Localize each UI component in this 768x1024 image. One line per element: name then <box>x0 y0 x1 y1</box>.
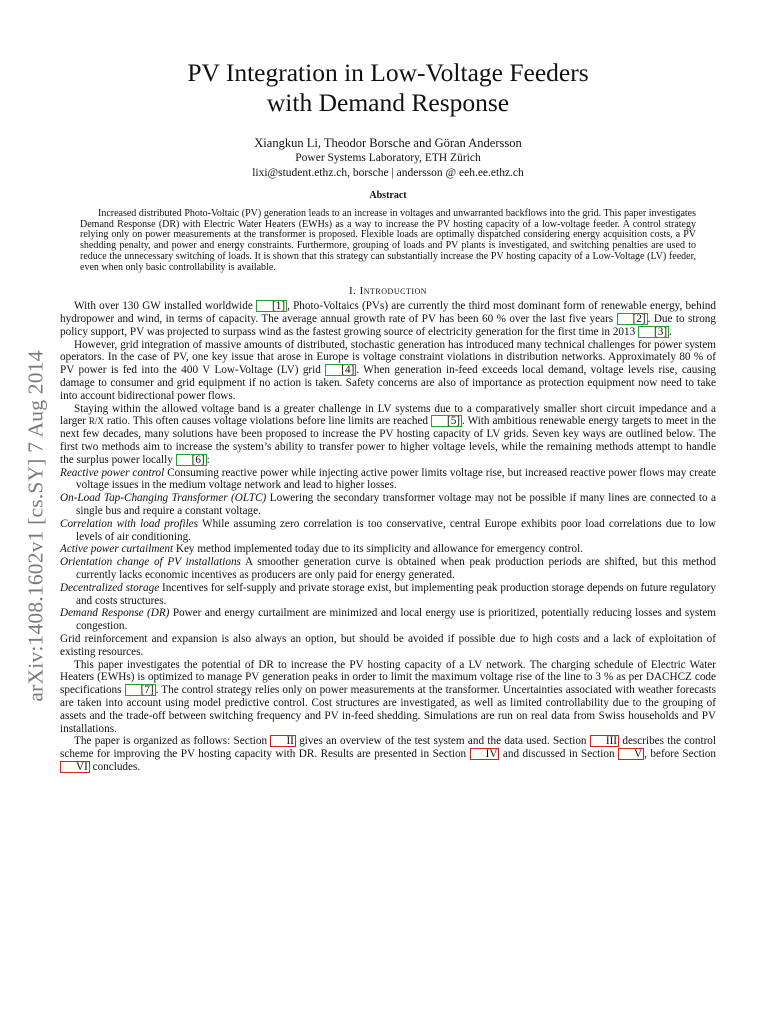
author-list: Xiangkun Li, Theodor Borsche and Göran Andersson <box>254 136 522 150</box>
citation-link[interactable]: [6] <box>176 454 207 466</box>
text-run: . <box>669 325 672 338</box>
section-link[interactable]: IV <box>470 748 500 760</box>
section-link[interactable]: VI <box>60 761 90 773</box>
arxiv-stamp: arXiv:1408.1602v1 [cs.SY] 7 Aug 2014 <box>23 350 48 702</box>
citation-link[interactable]: [4] <box>325 364 356 376</box>
text-run: concludes. <box>89 760 141 773</box>
text-run: . Due to strong policy support, PV was projected to surpass wind as the fastest growing source of electricity generation for the first time in 2013 <box>60 313 716 338</box>
citation-link[interactable]: [3] <box>638 326 669 338</box>
list-item <box>60 582 716 608</box>
list-item <box>60 518 716 544</box>
citation-link[interactable]: [5] <box>431 415 462 427</box>
text-run: : <box>206 453 210 466</box>
method-term: On-Load Tap-Changing Transformer (OLTC) <box>60 492 267 505</box>
citation-link[interactable]: [7] <box>125 684 156 696</box>
section-title: Introduction <box>359 285 428 298</box>
section-link[interactable]: III <box>590 735 619 747</box>
method-desc: Power and energy curtailment are minimized and local energy use is prioritized, potentially reducing losses and system congestion. <box>76 607 716 633</box>
paragraph: Grid reinforcement and expansion is also always an option, but should be avoided if possible due to high costs and a lack of exploitation of existing resources. <box>60 632 716 658</box>
title-line-1: PV Integration in Low-Voltage Feeders <box>187 58 589 87</box>
text-run: , before Section <box>644 748 716 761</box>
paper-title <box>60 58 716 118</box>
text-run: With over 130 GW installed worldwide <box>74 300 257 313</box>
section-heading <box>60 284 716 298</box>
method-desc: Key method implemented today due to its simplicity and allowance for emergency control. <box>173 543 583 556</box>
section-link[interactable]: II <box>270 735 295 747</box>
method-desc: Lowering the secondary transformer voltage may not be possible if many lines are connected to a single bus and require a constant voltage. <box>76 492 716 517</box>
text-run: describes the control scheme for improving the PV hosting capacity with DR. Results are presented in Section <box>60 735 716 761</box>
text-run: This paper investigates the potential of DR to increase the PV hosting capacity of a LV network. The charging schedule of Electric Water Heaters (EWHs) is optimized to manage PV generation peaks in order to limit the maximum voltage rise of the line to 3 % as per DACHCZ code specifications <box>60 658 716 697</box>
text-run: , Photo-Voltaics (PVs) are currently the third most dominant form of renewable energy, behind hydropower and wind, in terms of capacity. The average annual growth rate of PV has been 60 % over the last five years <box>60 300 716 326</box>
list-item <box>60 543 716 556</box>
text-run: and discussed in Section <box>499 748 619 761</box>
method-term: Correlation with load profiles <box>60 517 198 530</box>
abstract-text: Increased distributed Photo-Voltaic (PV) generation leads to an increase in voltages and unwarranted backflows into the grid. This paper investigates Demand Response (DR) with Electric Water Heaters (EWHs) as a way to increase the PV hosting capacity of a low-voltage feeder. A control strategy relying only on power measurements at the transformer is proposed. Flexible loads are optimally dispatched considering energy acquisition costs, a PV shedding penalty, and power and energy constraints. Furthermore, grouping of loads and PV plants is investigated, and switching penalties are used to reduce the unnecessary switching of loads. It is shown that this strategy can substantially increase the PV hosting capacity of a Low-Voltage (LV) feeder, even when only basic controllability is available. <box>80 208 696 273</box>
method-desc: A smoother generation curve is obtained when peak production periods are shifted, but this method currently lacks economic incentives as producers are only paid for energy generated. <box>76 556 716 581</box>
text-run: . When generation in-feed exceeds local demand, voltage levels rise, causing damage to consumer and grid equipment if no action is taken. Safety concerns are also of importance as protection equipment now need to take into account bidirectional power flows. <box>60 364 716 402</box>
title-line-2: with Demand Response <box>266 88 510 117</box>
method-list <box>60 467 716 633</box>
method-term: Demand Response (DR) <box>60 607 170 620</box>
section-number: I. <box>348 285 357 298</box>
citation-link[interactable]: [2] <box>617 313 648 325</box>
paragraph <box>60 659 716 736</box>
paper-page <box>60 58 716 774</box>
method-term: Decentralized storage <box>60 581 160 594</box>
affiliation: Power Systems Laboratory, ETH Zürich <box>295 152 481 164</box>
text-run: . With ambitious renewable energy targets to meet in the next few decades, many solutions have been proposed to increase the PV hosting capacity of LV grids. Seven key ways are outlined below. The first two methods aim to increase the system’s ability to transfer power to higher voltage levels, while the remaining methods attempt to handle the surplus power locally <box>60 415 716 466</box>
paragraph <box>60 300 716 338</box>
text-run: gives an overview of the test system and the data used. Section <box>295 735 590 748</box>
text-run: ratio. This often causes voltage violations before line limits are reached <box>103 415 431 428</box>
text-run: Staying within the allowed voltage band is a greater challenge in LV systems due to a comparatively smaller short circuit impedance and a larger <box>60 402 716 428</box>
arxiv-sidebar <box>18 322 54 730</box>
rx-ratio: R/X <box>88 416 104 427</box>
text-run: . The control strategy relies only on power measurements at the transformer. Uncertainties associated with weather forecasts are taken into account using model predictive control. Cost structures are investigated, as well as limited controllability due to the grouping of assets and the trade-off between switching frequency and PV in-feed shedding. Simulations are run on real data from Swiss households and PV installations. <box>60 684 716 735</box>
list-item <box>60 607 716 633</box>
text-run: However, grid integration of massive amounts of distributed, stochastic generation has introduced many technical challenges for power system operators. In the case of PV, one key issue that arose in Europe is voltage constraint violations in distribution networks. Approximately 80 % of PV power is fed into the 400 V Low-Voltage (LV) grid <box>60 338 716 377</box>
paragraph <box>60 735 716 773</box>
method-term: Reactive power control <box>60 466 165 479</box>
body-text <box>60 300 716 773</box>
section-link[interactable]: V <box>618 748 644 760</box>
method-term: Orientation change of PV installations <box>60 556 241 569</box>
method-desc: Consuming reactive power while injecting active power limits voltage rise, but increased reactive power flows may create voltage issues in the medium voltage network and lead to higher losses. <box>76 466 716 492</box>
method-desc: Incentives for self-supply and private storage exist, but implementing peak production storage depends on future regulatory and costs structures. <box>76 581 716 607</box>
paragraph <box>60 339 716 403</box>
list-item <box>60 492 716 518</box>
citation-link[interactable]: [1] <box>256 300 287 312</box>
method-term: Active power curtailment <box>60 543 174 556</box>
abstract-heading: Abstract <box>369 190 407 201</box>
text-run: The paper is organized as follows: Section <box>74 735 271 748</box>
list-item <box>60 467 716 493</box>
paragraph <box>60 403 716 467</box>
list-item <box>60 556 716 582</box>
author-email: lixi@student.ethz.ch, borsche | andersson @ eeh.ee.ethz.ch <box>252 167 524 179</box>
method-desc: While assuming zero correlation is too conservative, central Europe exhibits poor load correlations due to low levels of air conditioning. <box>76 517 716 543</box>
